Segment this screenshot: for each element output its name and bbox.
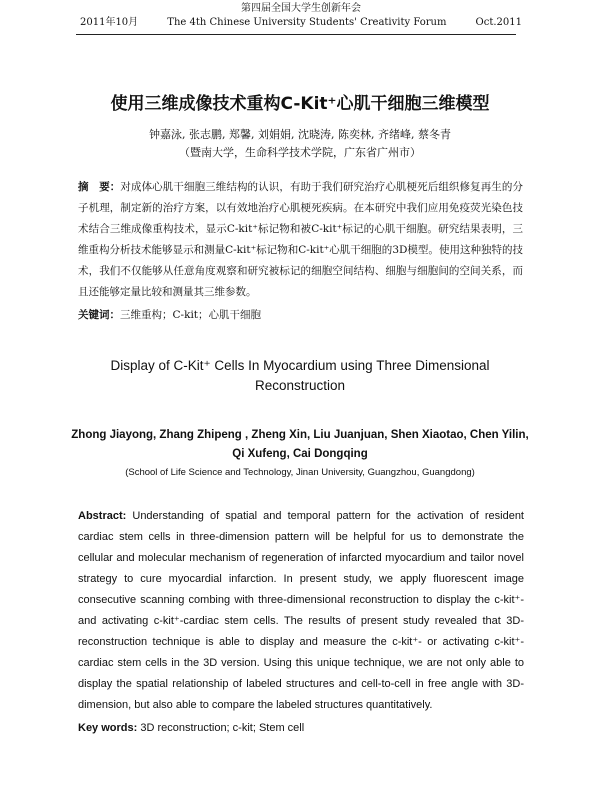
keywords-text-en: 3D reconstruction; c-kit; Stem cell [137,722,305,734]
date-cn: 2011年10月 [80,17,139,28]
date-en: Oct.2011 [475,17,522,28]
chinese-keywords [78,305,522,326]
abstract-label-en: Abstract: [78,510,127,522]
conference-name-cn: 第四届全国大学生创新年会 [241,3,361,14]
english-affiliation: (School of Life Science and Technology, Jinan University, Guangzhou, Guangdong) [125,467,475,478]
chinese-title: 使用三维成像技术重构C-Kit⁺心肌干细胞三维模型 [110,94,490,114]
english-authors: Zhong Jiayong, Zhang Zhipeng , Zheng Xin, Liu Juanjuan, Shen Xiaotao, Chen Yilin, Qi Xufeng, Cai Dongqing [71,429,529,460]
english-title: Display of C-Kit⁺ Cells In Myocardium using Three Dimensional Reconstruction [110,358,490,393]
abstract-text-cn: 对成体心肌干细胞三维结构的认识，有助于我们研究治疗心肌梗死后组织修复再生的分子机理，制定新的治疗方案，以有效地治疗心肌梗死疾病。在本研究中我们应用免疫荧光染色技术结合三维成像重构技术，显示C-kit⁺标记物和被C-kit⁺标记的心肌干细胞。研究结果表明，三维重构分析技术能够显示和测量C-kit⁺标记物和C-kit⁺心肌干细胞的3D模型。使用这种独特的技术，我们不仅能够从任意角度观察和研究被标记的细胞空间结构、细胞与细胞间的空间关系，而且还能够定量比较和测量其三维参数。 [78,181,523,298]
chinese-affiliation: （暨南大学，生命科学技术学院，广东省广州市） [179,146,421,159]
english-abstract [78,506,524,716]
header-row [80,16,522,29]
keywords-text-cn: 三维重构；C-kit；心肌干细胞 [120,309,262,321]
english-keywords [78,718,522,739]
header-rule [76,34,516,35]
abstract-text-en: Understanding of spatial and temporal pattern for the activation of resident cardiac stem cells in three-dimension pattern will be helpful for us to demonstrate the cellular and molecular mechanism of regeneration of infarcted myocardium and tailor novel strategy to cure myocardial infarction. In present study, we apply fluorescent image consecutive scanning combing with three-dimensional reconstruction to display the c-kit⁺- and activating c-kit⁺-cardiac stem cells. The results of present study revealed that 3D-reconstruction technique is able to display and measure the c-kit⁺- or activating c-kit⁺-cardiac stem cells in the 3D version. Using this unique technique, we are not only able to display the spatial relationship of labeled structures and cell-to-cell in free angle with 3D-dimension, but also able to compare the labeled structures quantitatively. [78,510,524,711]
forum-name-en: The 4th Chinese University Students' Creativity Forum [167,17,447,28]
chinese-abstract [78,177,523,303]
keywords-label-en: Key words: [78,722,138,734]
running-header [0,0,600,29]
abstract-label-cn: 摘 要： [78,181,121,193]
chinese-authors: 钟嘉泳, 张志鹏, 郑馨, 刘娟娟, 沈晓涛, 陈奕林, 齐绪峰, 蔡冬青 [149,128,451,141]
keywords-label-cn: 关键词： [78,309,120,321]
